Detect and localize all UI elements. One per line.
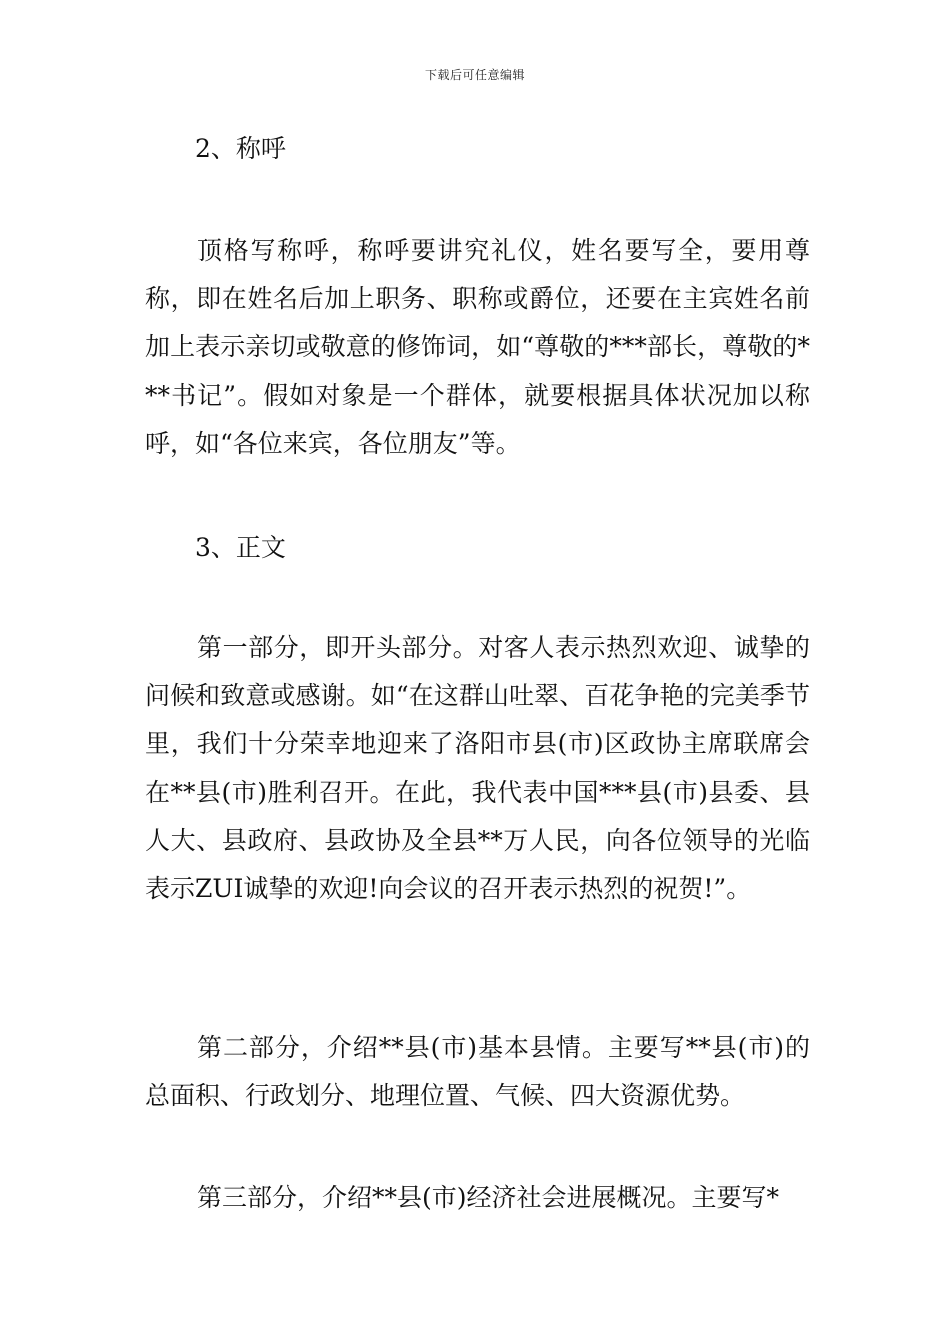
section-heading-body: 3、正文	[195, 533, 286, 562]
page-header: 下载后可任意编辑	[424, 68, 525, 82]
paragraph-part-one: 第一部分，即开头部分。对客人表示热烈欢迎、诚挚的问候和致意或感谢。如“在这群山吐翠、百花争艳的完美季节里，我们十分荣幸地迎来了洛阳市县(市)区政协主席联席会在**县(市)胜利召开。在此，我代表中国***县(市)县委、县人大、县政府、县政协及全县**万人民，向各位领导的光临表示ZUI诚挚的欢迎!向会议的召开表示热烈的祝贺!”。	[145, 633, 810, 904]
paragraph-part-two: 第二部分，介绍**县(市)基本县情。主要写**县(市)的总面积、行政划分、地理位置、气候、四大资源优势。	[145, 1033, 810, 1111]
paragraph-salutation: 顶格写称呼，称呼要讲究礼仪，姓名要写全，要用尊称，即在姓名后加上职务、职称或爵位，还要在主宾姓名前加上表示亲切或敬意的修饰词，如“尊敬的***部长，尊敬的***书记”。假如对象是一个群体，就要根据具体状况加以称呼，如“各位来宾，各位朋友”等。	[145, 236, 810, 458]
section-heading-salutation: 2、称呼	[195, 134, 286, 163]
paragraph-part-three: 第三部分，介绍**县(市)经济社会进展概况。主要写*	[197, 1183, 780, 1212]
